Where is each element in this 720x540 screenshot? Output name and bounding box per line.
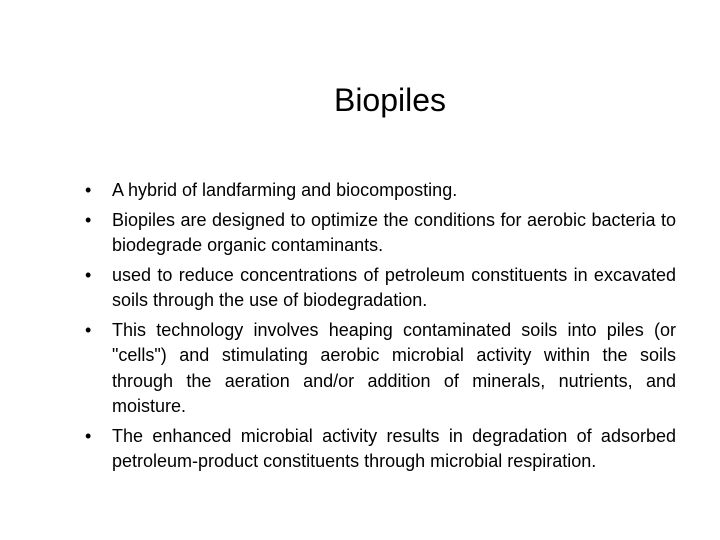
bullet-list <box>85 178 676 479</box>
bullet-item <box>85 424 676 475</box>
bullet-dot: • <box>85 425 92 446</box>
bullet-text: The enhanced microbial activity results in degradation of adsorbed petroleum-product constituents through microbial respiration. <box>112 425 676 471</box>
bullet-text: Biopiles are designed to optimize the conditions for aerobic bacteria to biodegrade organic contaminants. <box>112 209 676 255</box>
bullet-text: A hybrid of landfarming and biocomposting. <box>112 180 458 200</box>
bullet-item <box>85 178 676 204</box>
bullet-dot: • <box>85 264 92 285</box>
bullet-text: used to reduce concentrations of petroleum constituents in excavated soils through the use of biodegradation. <box>112 264 676 310</box>
bullet-dot: • <box>85 209 92 230</box>
bullet-item <box>85 263 676 314</box>
bullet-item <box>85 318 676 420</box>
slide-title: Biopiles <box>333 82 447 118</box>
bullet-dot: • <box>85 319 92 340</box>
bullet-dot: • <box>85 180 92 200</box>
bullet-item <box>85 208 676 259</box>
bullet-text: This technology involves heaping contaminated soils into piles (or "cells") and stimulating aerobic microbial activity within the soils through the aeration and/or addition of minerals, nutrients, and moisture. <box>112 319 676 416</box>
